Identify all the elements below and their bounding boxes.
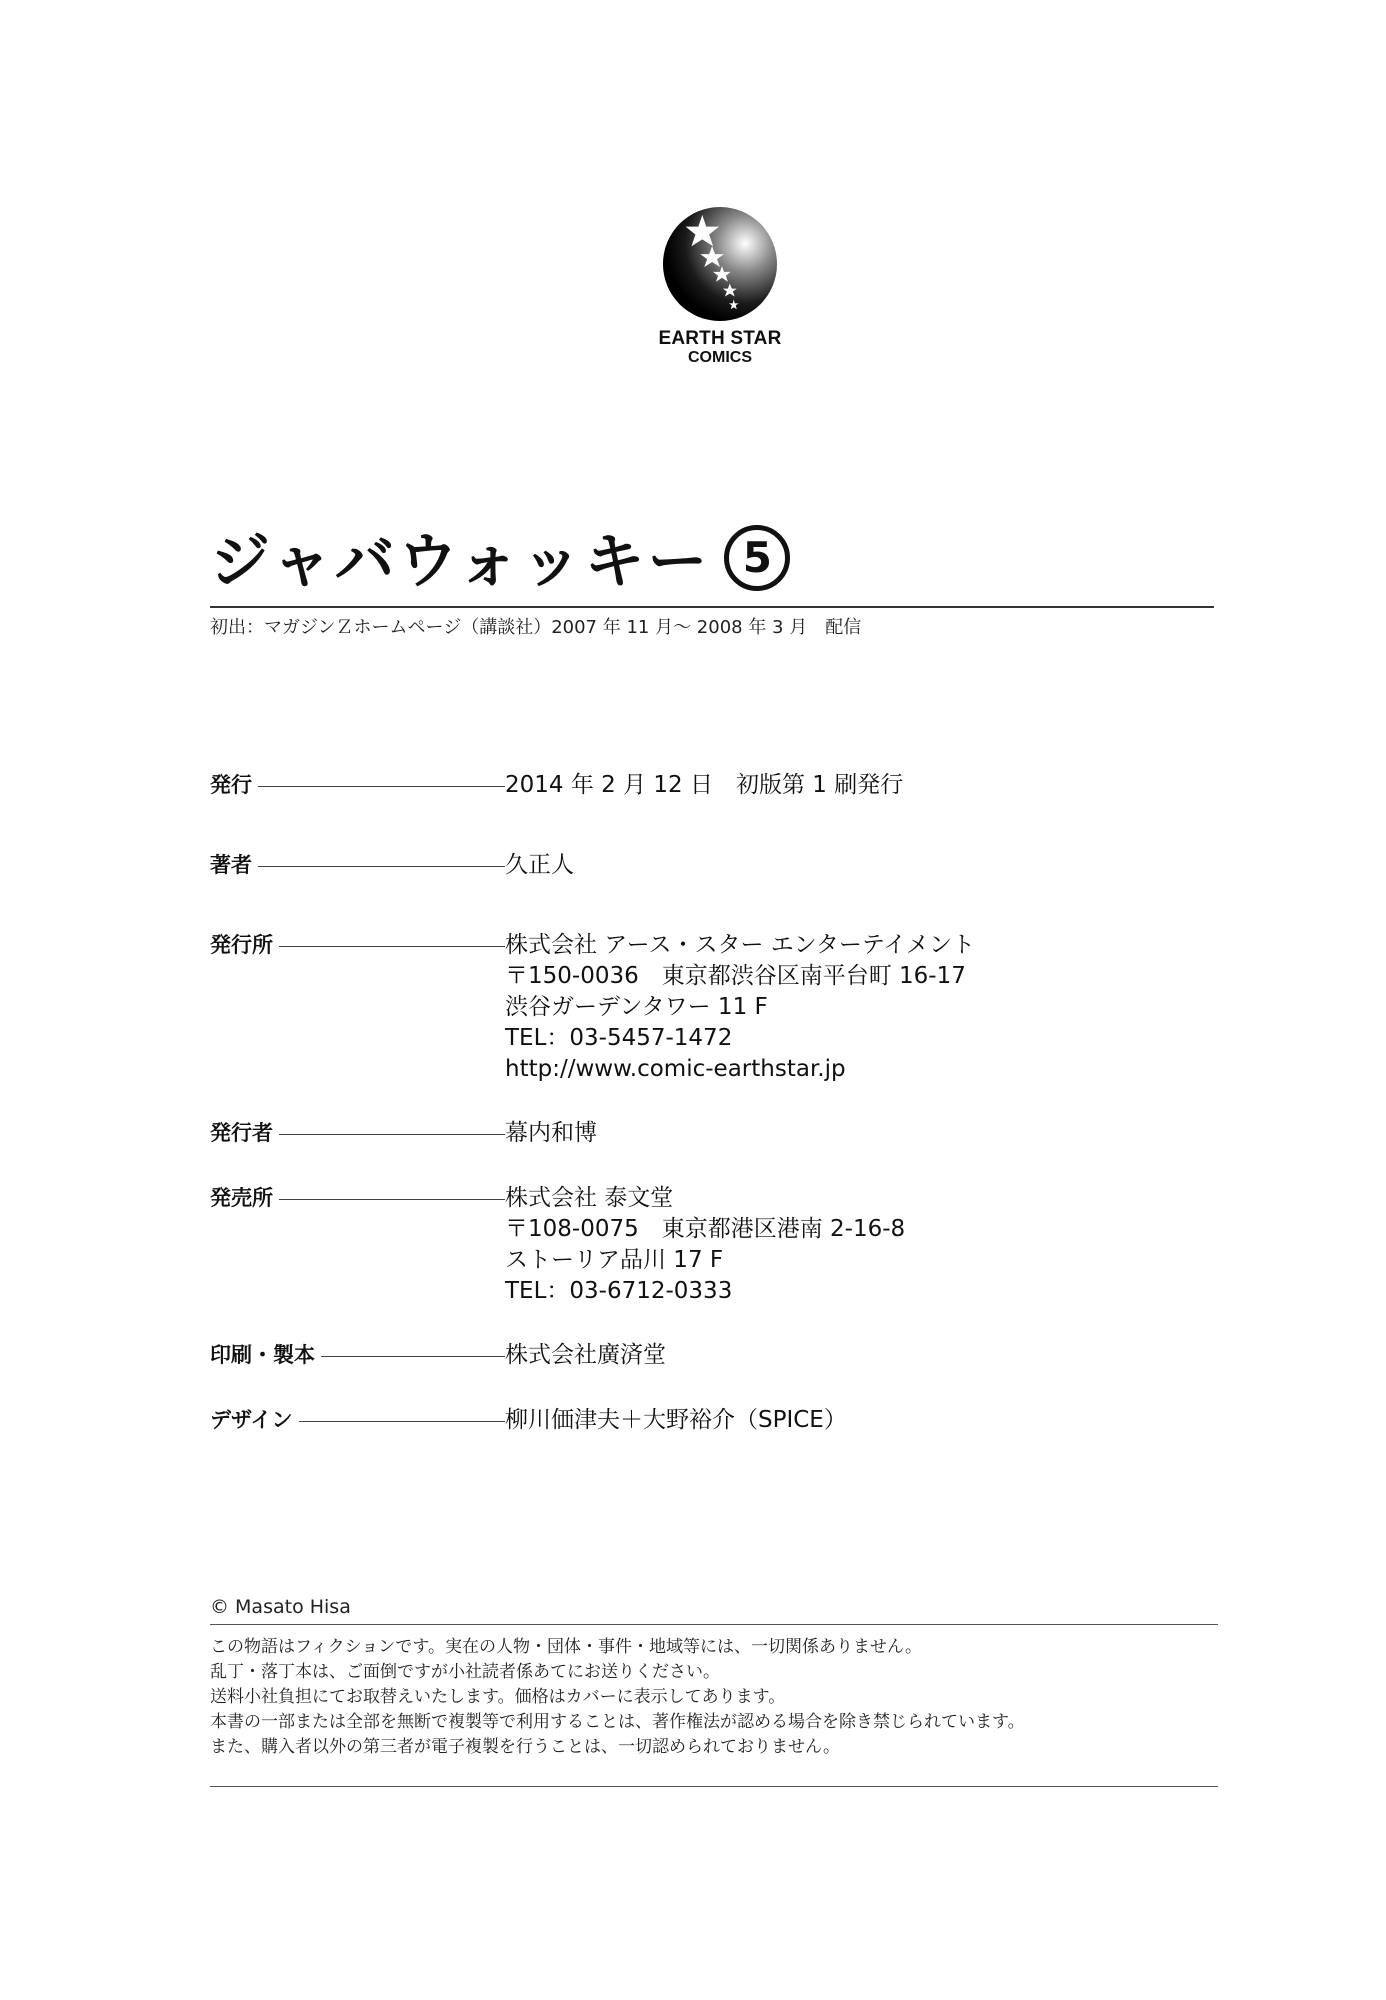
- credit-value: 2014 年 2 月 12 日 初版第 1 刷発行: [505, 772, 904, 798]
- credit-label: デザイン: [210, 1405, 299, 1436]
- title-divider: [210, 606, 1214, 608]
- credit-values: [505, 1405, 1210, 1436]
- credit-row-issuer: [210, 1118, 1210, 1149]
- credit-label-box: [210, 930, 505, 961]
- title-text: ジャバウォッキー: [210, 527, 711, 597]
- star-globe-icon: [661, 205, 779, 323]
- credit-value: 幕内和博: [505, 1120, 597, 1146]
- copyright-line: © Masato Hisa: [210, 1596, 351, 1618]
- publisher-logo: [620, 205, 820, 367]
- credit-value: TEL：03-6712-0333: [505, 1278, 733, 1304]
- credit-value: 株式会社廣済堂: [505, 1342, 666, 1368]
- credit-label: 著者: [210, 850, 258, 881]
- credit-value: 柳川価津夫＋大野裕介（SPICE）: [505, 1407, 847, 1433]
- credits-list: [210, 770, 1210, 1436]
- credit-label: 発行所: [210, 930, 279, 961]
- notes-divider-bottom: [210, 1786, 1218, 1787]
- credit-row-printing: [210, 1340, 1210, 1371]
- credit-row-author: [210, 850, 1210, 881]
- note-line: 乱丁・落丁本は、ご面倒ですが小社読者係あてにお送りください。: [210, 1662, 720, 1682]
- credit-value: TEL：03-5457-1472: [505, 1025, 733, 1051]
- logo-wordmark: EARTH STAR: [658, 328, 782, 349]
- credit-label-box: [210, 1118, 505, 1149]
- credit-row-design: [210, 1405, 1210, 1436]
- credit-label: 発行: [210, 770, 258, 801]
- note-line: 本書の一部または全部を無断で複製等で利用することは、著作権法が認める場合を除き禁じられています。: [210, 1712, 1025, 1732]
- credit-value: 渋谷ガーデンタワー 11 F: [505, 994, 768, 1020]
- credit-label-box: [210, 1405, 505, 1436]
- volume-badge: 5: [724, 525, 790, 591]
- legal-notes: [210, 1593, 1218, 1787]
- credit-row-publication-date: [210, 770, 1210, 801]
- credit-values: [505, 1340, 1210, 1371]
- credit-label: 発売所: [210, 1183, 279, 1214]
- credit-label: 発行者: [210, 1118, 279, 1149]
- note-line: 送料小社負担にてお取替えいたします。価格はカバーに表示してあります。: [210, 1687, 786, 1707]
- notes-divider-top: [210, 1624, 1218, 1625]
- credit-value: ストーリア品川 17 F: [505, 1247, 724, 1273]
- credit-row-publisher: [210, 930, 1210, 1085]
- credit-row-distributor: [210, 1183, 1210, 1307]
- credit-values: [505, 930, 1210, 1085]
- logo-subtitle: COMICS: [688, 349, 752, 366]
- book-title: [210, 520, 1214, 604]
- credit-value: 〒150-0036 東京都渋谷区南平台町 16-17: [505, 963, 966, 989]
- credit-values: [505, 850, 1210, 881]
- first-publication-note: 初出：マガジンＺホームページ（講談社）2007 年 11 月〜 2008 年 3 月 配信: [210, 617, 862, 638]
- credit-values: [505, 770, 1210, 801]
- credit-value: 久正人: [505, 852, 574, 878]
- credit-value: 株式会社 アース・スター エンターテイメント: [505, 932, 976, 958]
- credit-label-box: [210, 1340, 505, 1371]
- note-line: この物語はフィクションです。実在の人物・団体・事件・地域等には、一切関係ありません。: [210, 1637, 922, 1657]
- credit-label: 印刷・製本: [210, 1340, 321, 1371]
- credit-value: 株式会社 泰文堂: [505, 1185, 674, 1211]
- title-block: [210, 520, 1214, 642]
- credit-label-box: [210, 1183, 505, 1214]
- credit-values: [505, 1183, 1210, 1307]
- credit-values: [505, 1118, 1210, 1149]
- credit-label-box: [210, 850, 505, 881]
- note-line: また、購入者以外の第三者が電子複製を行うことは、一切認められておりません。: [210, 1737, 841, 1757]
- credit-label-box: [210, 770, 505, 801]
- credit-value: 〒108-0075 東京都港区港南 2-16-8: [505, 1216, 906, 1242]
- credit-value: http://www.comic-earthstar.jp: [505, 1056, 846, 1082]
